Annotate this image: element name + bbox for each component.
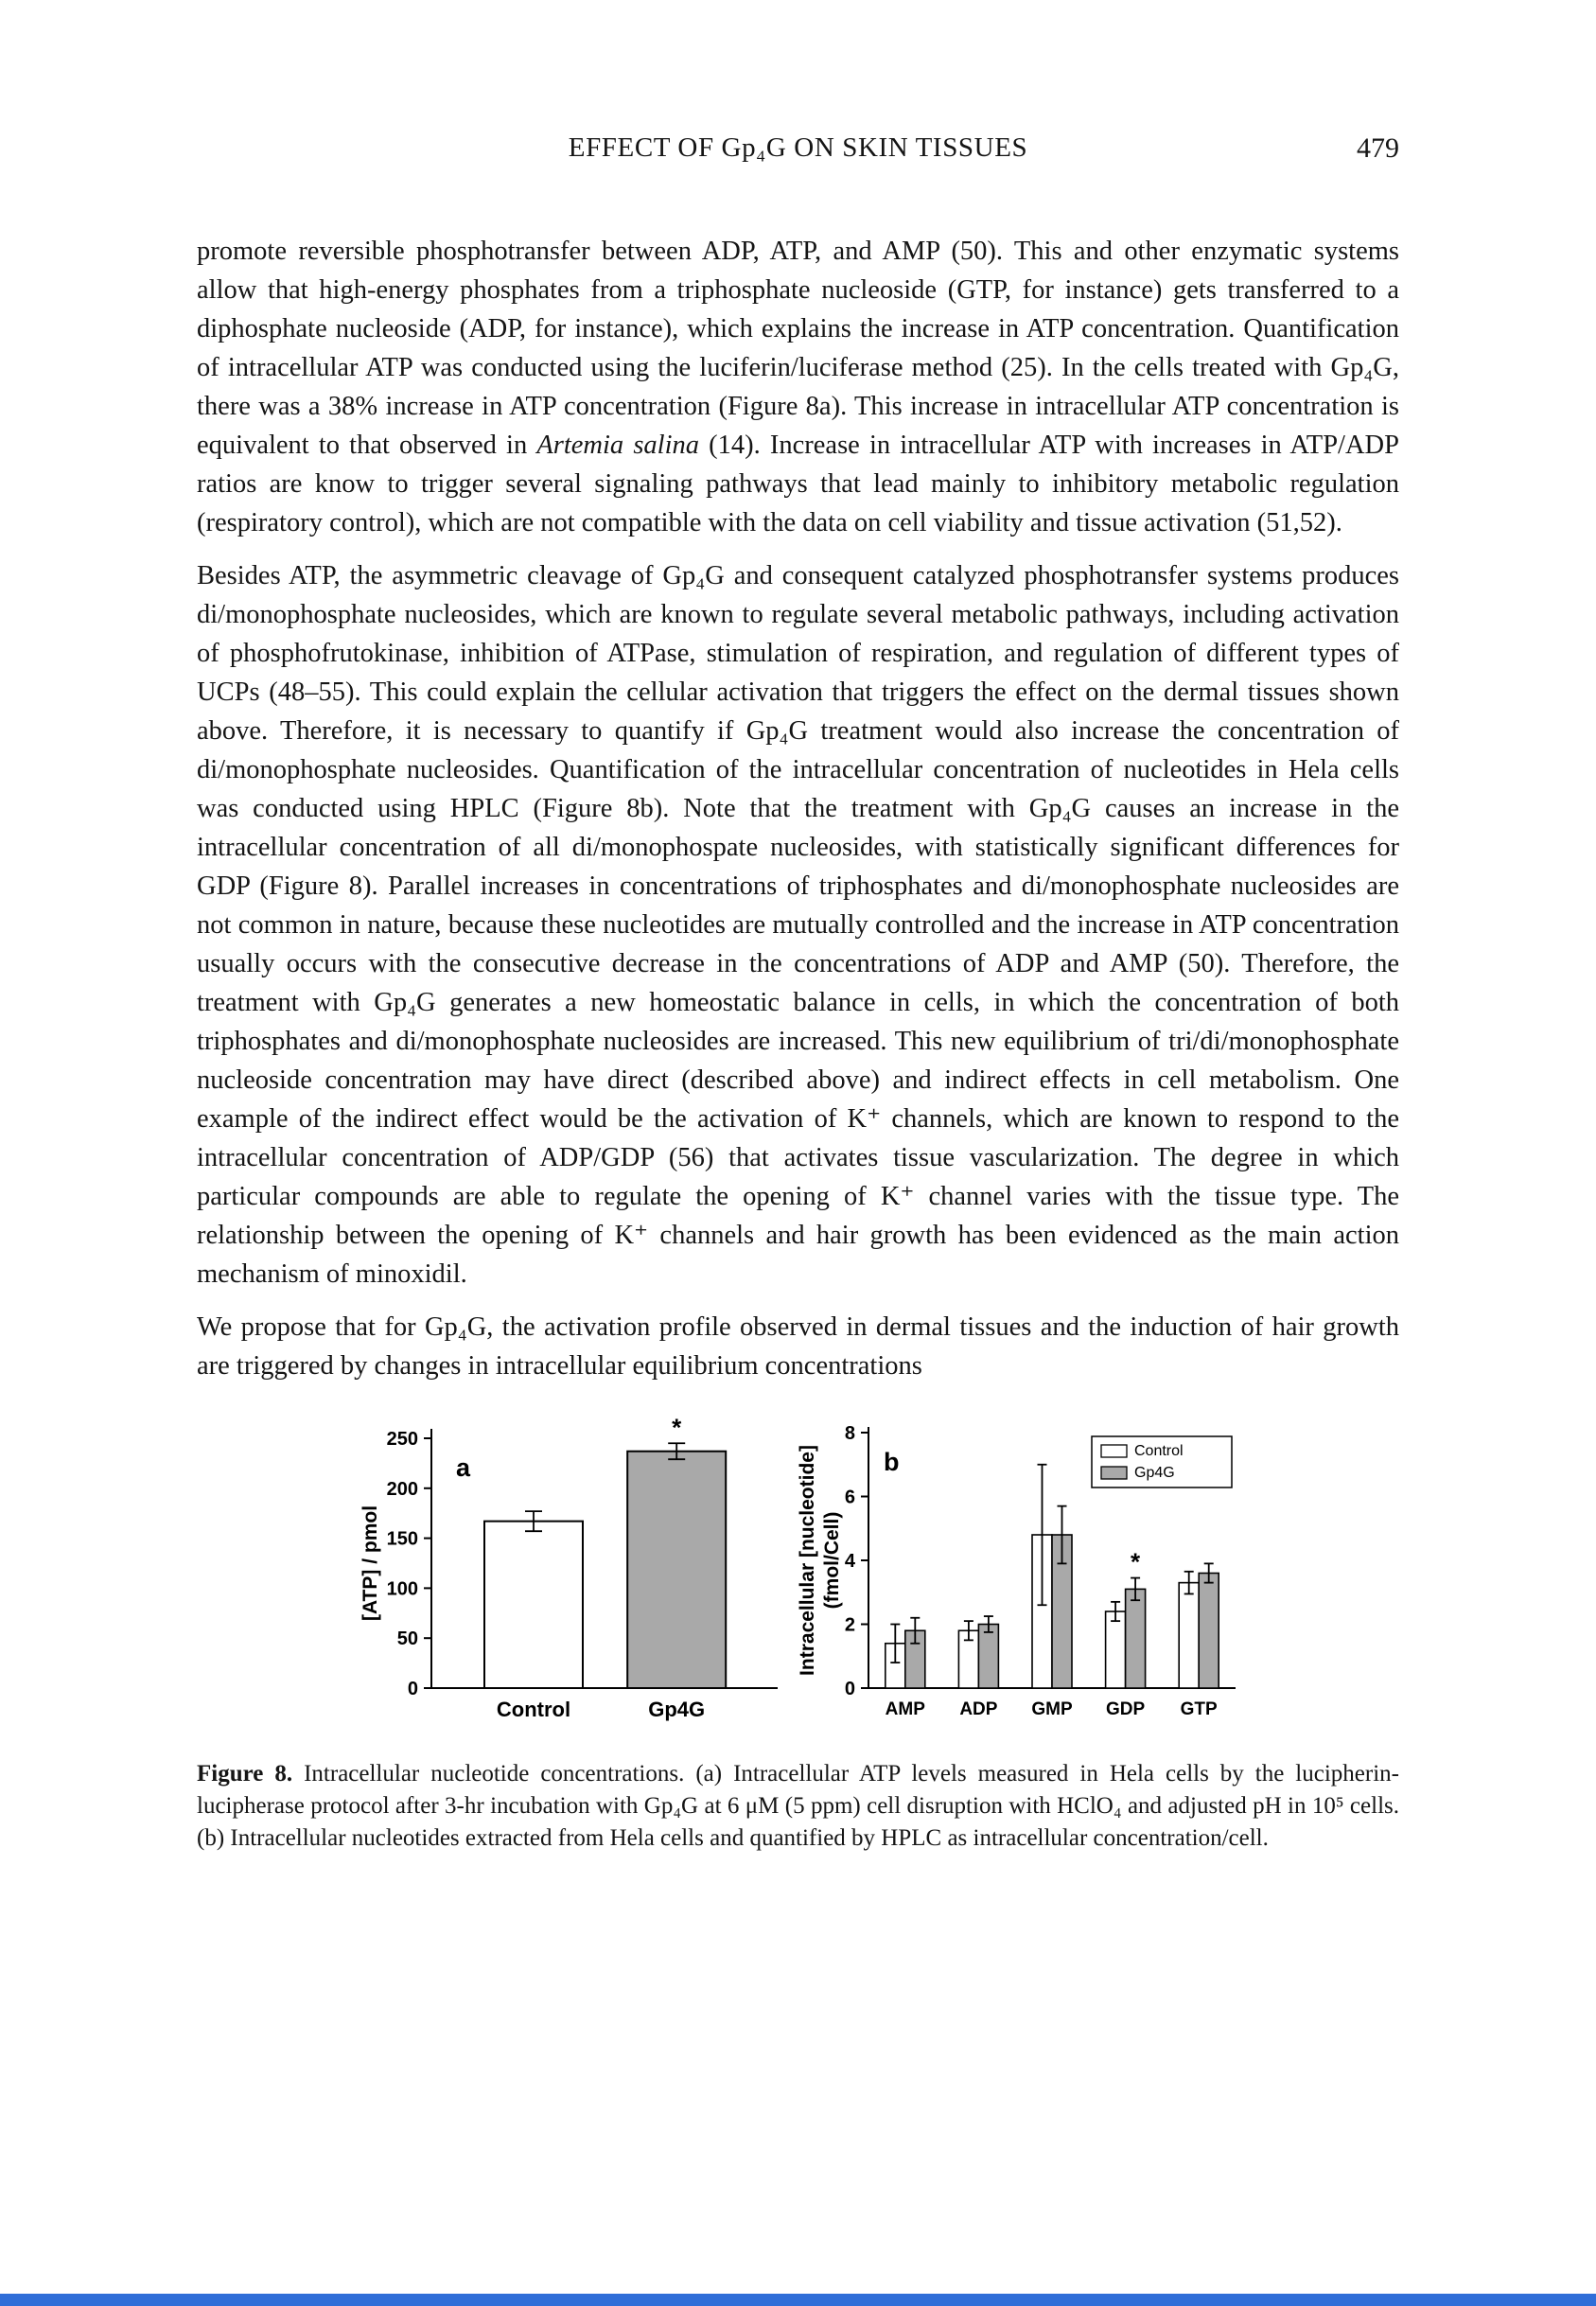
svg-text:AMP: AMP [885, 1699, 925, 1719]
running-head [197, 132, 1399, 164]
svg-text:0: 0 [407, 1679, 418, 1699]
svg-text:8: 8 [844, 1423, 855, 1444]
article-body [197, 232, 1399, 1385]
text-segment: We propose that for Gp₄G, the activation profile observed in dermal tissues and the induction of hair growth are triggered by changes in intracellular equilibrium concentrations [197, 1312, 1399, 1381]
figure-caption [197, 1758, 1399, 1855]
svg-text:b: b [883, 1448, 899, 1476]
figure-charts [197, 1417, 1399, 1730]
svg-text:GMP: GMP [1030, 1699, 1073, 1719]
svg-text:ADP: ADP [958, 1699, 997, 1719]
svg-text:2: 2 [844, 1614, 855, 1636]
svg-text:*: * [671, 1417, 681, 1442]
svg-text:4: 4 [844, 1551, 855, 1572]
paragraph [197, 1308, 1399, 1385]
svg-text:50: 50 [396, 1628, 418, 1650]
paragraph [197, 232, 1399, 542]
svg-text:*: * [1130, 1547, 1140, 1576]
svg-text:Control: Control [496, 1698, 570, 1721]
text-segment: promote reversible phosphotransfer between ADP, ATP, and AMP (50). This and other enzymatic systems allow that high-energy phosphates from a triphosphate nucleoside (GTP, for instance) gets transferred to a diphosphate nucleoside (ADP, for instance), which explains the increase in ATP concentration. Quantification of intracellular ATP was conducted using the luciferin/luciferase method (25). In the cells treated with Gp₄G, there was a 38% increase in ATP concentration (Figure 8a). This increase in intracellular ATP concentration is equivalent to that observed in [197, 237, 1399, 460]
svg-text:Intracellular [nucleotide]: Intracellular [nucleotide] [796, 1445, 818, 1676]
italic-text: Artemia salina [536, 431, 699, 460]
chart-b [789, 1417, 1253, 1730]
svg-text:[ATP] / pmol: [ATP] / pmol [359, 1505, 381, 1622]
figure-8 [197, 1417, 1399, 1855]
svg-text:100: 100 [386, 1578, 418, 1600]
svg-text:(fmol/Cell): (fmol/Cell) [820, 1511, 843, 1610]
svg-text:0: 0 [844, 1679, 855, 1699]
chart-a [344, 1417, 789, 1730]
page-number: 479 [1357, 132, 1399, 164]
svg-text:GDP: GDP [1105, 1699, 1145, 1719]
bottom-bar [0, 2294, 1596, 2306]
svg-text:Gp4G: Gp4G [1133, 1465, 1175, 1481]
text-segment: Besides ATP, the asymmetric cleavage of Gp₄G and consequent catalyzed phosphotransfer systems produces di/monophosphate nucleosides, which are known to regulate several metabolic pathways, including activation of phosphofrutokinase, inhibition of ATPase, stimulation of respiration, and regulation of different types of UCPs (48–55). This could explain the cellular activation that triggers the effect on the dermal tissues shown above. Therefore, it is necessary to quantify if Gp₄G treatment would also increase the concentration of di/monophosphate nucleosides. Quantification of the intracellular concentration of nucleotides in Hela cells was conducted using HPLC (Figure 8b). Note that the treatment with Gp₄G causes an increase in the intracellular concentration of all di/monophospate nucleosides, with statistically significant differences for GDP (Figure 8). Parallel increases in concentrations of triphosphates and di/monophosphate nucleosides are not common in nature, because these nucleotides are mutually controlled and the increase in ATP concentration usually occurs with the consecutive decrease in the concentrations of ADP and AMP (50). Therefore, the treatment with Gp₄G generates a new homeostatic balance in cells, in which the concentration of both triphosphates and di/monophosphate nucleosides are increased. This new equilibrium of tri/di/monophosphate nucleoside concentration may have direct (described above) and indirect effects in cell metabolism. One example of the indirect effect would be the activation of K⁺ channels, which are known to respond to the intracellular concentration of ADP/GDP (56) that activates tissue vascularization. The degree in which particular compounds are able to regulate the opening of K⁺ channel varies with the tissue type. The relationship between the opening of K⁺ channels and hair growth has been evidenced as the main action mechanism of minoxidil. [197, 561, 1399, 1289]
svg-text:200: 200 [386, 1478, 418, 1500]
svg-text:Gp4G: Gp4G [647, 1698, 705, 1721]
svg-text:250: 250 [386, 1429, 418, 1450]
text-segment: (14). Increase in intracellular ATP with increases in ATP/ADP ratios are know to trigger several signaling pathways that lead mainly to inhibitory metabolic regulation (respiratory control), which are not compatible with the data on cell viability and tissue activation (51,52). [197, 431, 1399, 537]
caption-text: Intracellular nucleotide concentrations. (a) Intracellular ATP levels measured in Hela cells by the lucipherin-lucipherase protocol after 3-hr incubation with Gp₄G at 6 μM (5 ppm) cell disruption with HClO₄ and adjusted pH in 10⁵ cells. (b) Intracellular nucleotides extracted from Hela cells and quantified by HPLC as intracellular concentration/cell. [197, 1761, 1399, 1851]
svg-text:150: 150 [386, 1528, 418, 1550]
paragraph [197, 556, 1399, 1294]
running-head-title: EFFECT OF Gp₄G ON SKIN TISSUES [568, 132, 1028, 163]
svg-text:a: a [455, 1453, 470, 1482]
svg-text:6: 6 [844, 1487, 855, 1508]
svg-text:GTP: GTP [1180, 1699, 1218, 1719]
svg-text:Control: Control [1133, 1443, 1184, 1459]
caption-label: Figure 8. [197, 1761, 293, 1787]
